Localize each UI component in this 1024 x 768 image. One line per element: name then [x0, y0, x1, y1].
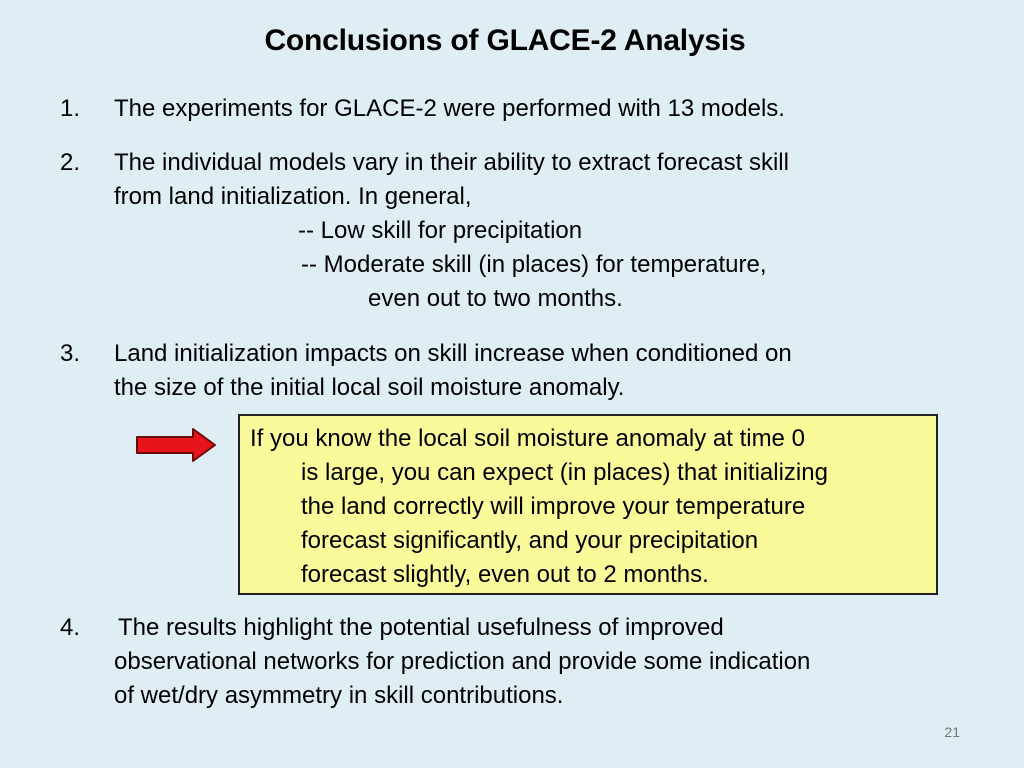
- list-item-text: [114, 611, 810, 713]
- right-arrow-icon: [135, 427, 217, 463]
- list-item-number: 1.: [60, 95, 81, 122]
- list-item-line: observational networks for prediction and provide some indication: [114, 648, 811, 675]
- list-item-line: of wet/dry asymmetry in skill contributions.: [114, 682, 564, 709]
- list-item-number: 4.: [60, 614, 81, 641]
- callout-line: forecast slightly, even out to 2 months.: [301, 561, 709, 588]
- list-item-number: 2.: [60, 149, 81, 176]
- list-item-line: Land initialization impacts on skill increase when conditioned on: [114, 340, 792, 367]
- list-item-line: The experiments for GLACE-2 were performed with 13 models.: [114, 95, 785, 122]
- list-item-text: [114, 337, 792, 405]
- callout-line: the land correctly will improve your temperature: [301, 493, 806, 520]
- callout-line: forecast significantly, and your precipitation: [301, 527, 759, 554]
- callout-box: [238, 414, 938, 595]
- list-item-line: the size of the initial local soil moisture anomaly.: [114, 374, 625, 401]
- list-item-number: 3.: [60, 340, 81, 367]
- list-item-text: [114, 92, 785, 126]
- page-number: 21: [944, 724, 960, 740]
- list-item-line: The individual models vary in their ability to extract forecast skill: [114, 149, 789, 176]
- list-item-line: The results highlight the potential usefulness of improved: [118, 614, 724, 641]
- sub-point-temperature: -- Moderate skill (in places) for temperature,: [301, 251, 767, 278]
- list-item-line: from land initialization. In general,: [114, 183, 472, 210]
- sub-point-continuation: even out to two months.: [368, 285, 623, 312]
- sub-point-precipitation: -- Low skill for precipitation: [298, 217, 583, 244]
- callout-line: If you know the local soil moisture anomaly at time 0: [250, 425, 805, 452]
- slide-title: Conclusions of GLACE-2 Analysis: [264, 24, 746, 57]
- callout-line: is large, you can expect (in places) that initializing: [301, 459, 828, 486]
- list-item-text: [114, 146, 789, 214]
